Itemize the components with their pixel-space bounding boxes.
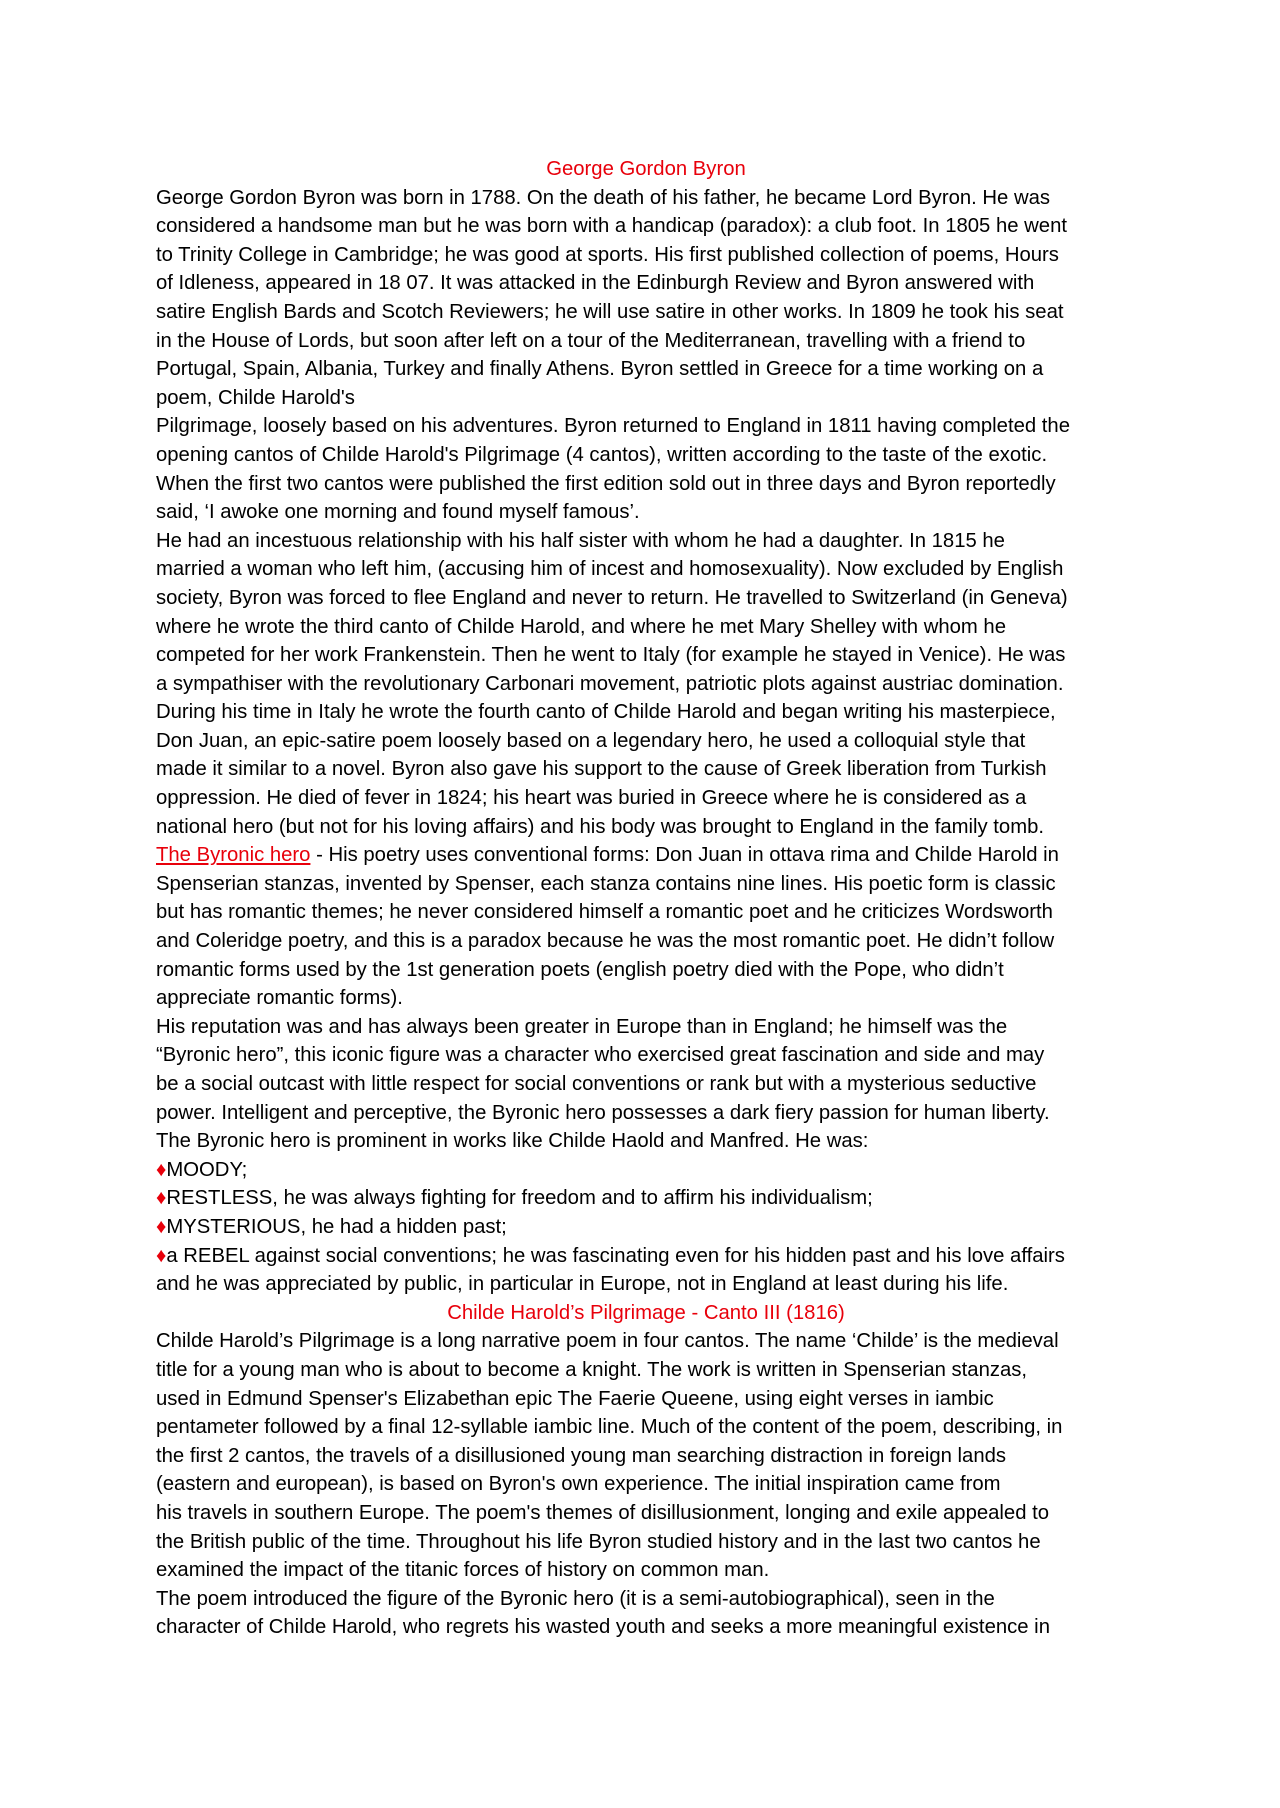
text-line: made it similar to a novel. Byron also gave his support to the cause of Greek liberation from Turkish — [156, 758, 1047, 781]
text-line: Don Juan, an epic-satire poem loosely based on a legendary hero, he used a colloquial style that — [156, 729, 1026, 752]
text-line: Spenserian stanzas, invented by Spenser, each stanza contains nine lines. His poetic form is classic — [156, 872, 1056, 895]
text-line — [156, 841, 1136, 870]
text-line: examined the impact of the titanic forces of history on common man. — [156, 1559, 770, 1582]
text-line: oppression. He died of fever in 1824; his heart was buried in Greece where he is considered as a — [156, 787, 1027, 810]
list-item-text: a REBEL against social conventions; he was fascinating even for his hidden past and his love affairs — [166, 1244, 1065, 1267]
text-line: married a woman who left him, (accusing him of incest and homosexuality). Now excluded by English — [156, 558, 1064, 581]
text-line: and he was appreciated by public, in particular in Europe, not in England at least during his life. — [156, 1273, 1009, 1296]
text-line: appreciate romantic forms). — [156, 987, 403, 1010]
biography-paragraph-2 — [156, 527, 1136, 842]
text-line: the first 2 cantos, the travels of a disillusioned young man searching distraction in foreign lands — [156, 1444, 1007, 1467]
list-item-text: RESTLESS, he was always fighting for freedom and to affirm his individualism; — [166, 1187, 873, 1210]
reputation-paragraph — [156, 1013, 1136, 1156]
list-item-text: MYSTERIOUS, he had a hidden past; — [166, 1215, 507, 1238]
text-line: his travels in southern Europe. The poem's themes of disillusionment, longing and exile appealed to — [156, 1501, 1050, 1524]
diamond-bullet-icon: ♦ — [156, 1158, 167, 1181]
text-line: society, Byron was forced to flee England and never to return. He travelled to Switzerland (in Geneva) — [156, 586, 1068, 609]
text-line: be a social outcast with little respect for social conventions or rank but with a mysterious seductive — [156, 1073, 1037, 1095]
list-item-text: MOODY; — [166, 1158, 248, 1181]
text-line: power. Intelligent and perceptive, the Byronic hero possesses a dark fiery passion for human liberty. — [156, 1101, 1050, 1124]
text-line: and Coleridge poetry, and this is a paradox because he was the most romantic poet. He didn’t follow — [156, 930, 1055, 953]
diamond-bullet-icon: ♦ — [156, 1187, 167, 1210]
text-line: national hero (but not for his loving affairs) and his body was brought to England in the family tomb. — [156, 815, 1045, 838]
list-item — [156, 1213, 1136, 1242]
text-line: satire English Bards and Scotch Reviewers; he will use satire in other works. In 1809 he took his seat — [156, 300, 1064, 323]
trait-list — [156, 1156, 1136, 1299]
pilgrimage-paragraph — [156, 1327, 1136, 1584]
text-line: character of Childe Harold, who regrets his wasted youth and seeks a more meaningful existence in — [156, 1616, 1050, 1639]
biography-paragraph-1 — [156, 184, 1136, 527]
text-line: to Trinity College in Cambridge; he was good at sports. His first published collection of poems, Hours — [156, 243, 1059, 266]
text-line: where he wrote the third canto of Childe Harold, and where he met Mary Shelley with whom he — [156, 615, 1006, 638]
diamond-bullet-icon: ♦ — [156, 1244, 167, 1267]
text-line: in the House of Lords, but soon after left on a tour of the Mediterranean, travelling with a friend to — [156, 329, 1026, 352]
document-title: George Gordon Byron — [546, 158, 746, 180]
text-line: The Byronic hero is prominent in works like Childe Haold and Manfred. He was: — [156, 1130, 869, 1153]
text-line: He had an incestuous relationship with his half sister with whom he had a daughter. In 1815 he — [156, 529, 1005, 552]
text-line: The poem introduced the figure of the Byronic hero (it is a semi-autobiographical), seen in the — [156, 1587, 995, 1610]
text-line: During his time in Italy he wrote the fourth canto of Childe Harold and began writing his masterpiece, — [156, 701, 1056, 724]
text-line: but has romantic themes; he never considered himself a romantic poet and he criticizes Wordsworth — [156, 901, 1053, 924]
text-line: romantic forms used by the 1st generation poets (english poetry died with the Pope, who didn’t — [156, 958, 1004, 981]
text-line: of Idleness, appeared in 18 07. It was attacked in the Edinburgh Review and Byron answered with — [156, 272, 1035, 295]
text-line: a sympathiser with the revolutionary Carbonari movement, patriotic plots against austriac domination. — [156, 672, 1064, 695]
text-line: competed for her work Frankenstein. Then he went to Italy (for example he stayed in Venice). He was — [156, 644, 1066, 667]
text-line: title for a young man who is about to become a knight. The work is written in Spenserian stanzas, — [156, 1358, 1028, 1381]
list-item — [156, 1242, 1136, 1271]
byronic-hero-paragraph — [156, 841, 1136, 1013]
diamond-bullet-icon: ♦ — [156, 1215, 167, 1238]
text-line: George Gordon Byron was born in 1788. On the death of his father, he became Lord Byron. He was — [156, 186, 1051, 209]
text-line: (eastern and european), is based on Byron's own experience. The initial inspiration came from — [156, 1473, 1001, 1496]
text-line: His reputation was and has always been greater in Europe than in England; he himself was the — [156, 1015, 1008, 1038]
text-line: pentameter followed by a final 12-syllable iambic line. Much of the content of the poem, describing, in — [156, 1416, 1063, 1439]
text-line: considered a handsome man but he was born with a handicap (paradox): a club foot. In 1805 he went — [156, 215, 1067, 238]
text-line: used in Edmund Spenser's Elizabethan epic The Faerie Queene, using eight verses in iambic — [156, 1387, 994, 1410]
document-page — [156, 155, 1136, 1642]
byronic-hero-link[interactable]: The Byronic hero — [156, 844, 311, 867]
text-line: Childe Harold’s Pilgrimage is a long narrative poem in four cantos. The name ‘Childe’ is the medieval — [156, 1330, 1059, 1353]
list-item — [156, 1184, 1136, 1213]
text-line: poem, Childe Harold's — [156, 386, 355, 409]
byronic-figure-paragraph — [156, 1585, 1136, 1642]
text-line: When the first two cantos were published the first edition sold out in three days and Byron reportedly — [156, 472, 1056, 495]
list-item — [156, 1156, 1136, 1185]
section-subtitle: Childe Harold’s Pilgrimage - Canto III (1816) — [447, 1301, 845, 1324]
text-line: said, ‘I awoke one morning and found myself famous’. — [156, 501, 640, 524]
text-line: “Byronic hero”, this iconic figure was a character who exercised great fascination and side and may — [156, 1044, 1045, 1067]
text-line: Pilgrimage, loosely based on his adventures. Byron returned to England in 1811 having completed the — [156, 415, 1070, 438]
text-fragment: - His poetry uses conventional forms: Don Juan in ottava rima and Childe Harold in — [310, 844, 1059, 867]
text-line: opening cantos of Childe Harold's Pilgrimage (4 cantos), written according to the taste of the exotic. — [156, 443, 1048, 466]
text-line: the British public of the time. Throughout his life Byron studied history and in the last two cantos he — [156, 1530, 1041, 1553]
text-line: Portugal, Spain, Albania, Turkey and finally Athens. Byron settled in Greece for a time working on a — [156, 358, 1044, 381]
